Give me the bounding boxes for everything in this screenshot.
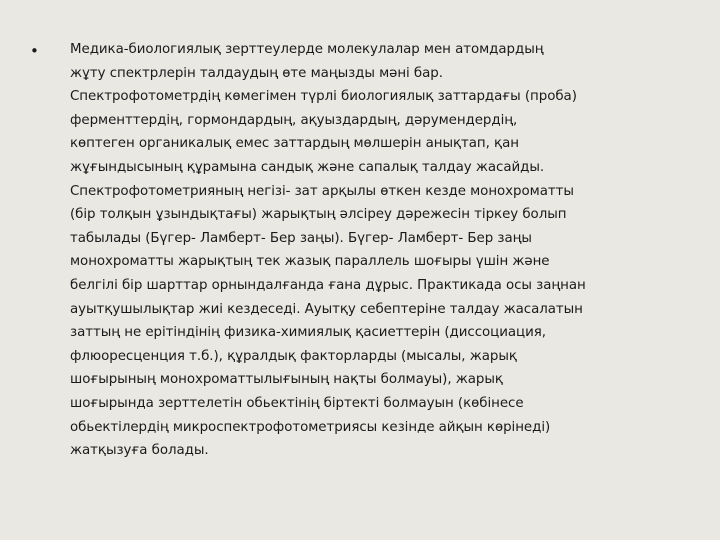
- paragraph-line: обьектілердің микроспектрофотометриясы кезінде айқын көрінеді): [70, 419, 551, 435]
- bullet-item: [30, 38, 690, 463]
- bullet-dot-icon: •: [30, 42, 39, 60]
- paragraph-line: заттың не ерітіндінің физика-химиялық қасиеттерін (диссоциация,: [70, 325, 546, 341]
- paragraph-line: Медика-биологиялық зерттеулерде молекулалар мен атомдардың: [70, 42, 544, 57]
- paragraph-line: жатқызуға болады.: [70, 443, 209, 459]
- bullet-paragraph: [70, 38, 684, 463]
- paragraph-line: ауытқушылықтар жиі кездеседі. Ауытқу себептеріне талдау жасалатын: [70, 301, 583, 317]
- paragraph-line: монохроматты жарықтың тек жазық параллель шоғыры үшін және: [70, 254, 550, 270]
- paragraph-line: шоғырының монохроматтылығының нақты болмауы), жарық: [70, 372, 503, 388]
- paragraph-line: көптеген органикалық емес заттардың мөлшерін анықтап, қан: [70, 136, 519, 152]
- paragraph-line: Спектрофотометрияның негізі- зат арқылы өткен кезде монохроматты: [70, 183, 574, 199]
- paragraph-line: флюоресценция т.б.), құралдық факторларды (мысалы, жарық: [70, 348, 517, 364]
- paragraph-line: шоғырында зерттелетін обьектінің біртекті болмауын (көбінесе: [70, 395, 524, 411]
- paragraph-line: (бір толқын ұзындықтағы) жарықтың әлсіреу дәрежесін тіркеу болып: [70, 207, 567, 223]
- paragraph-line: ферменттердің, гормондардың, ақуыздардың, дәрумендердің,: [70, 112, 518, 128]
- paragraph-line: жұғындысының құрамына сандық және сапалық талдау жасайды.: [70, 159, 545, 175]
- paragraph-line: жұту спектрлерін талдаудың өте маңызды мәні бар.: [70, 65, 443, 81]
- paragraph-line: Спектрофотометрдің көмегімен түрлі биологиялық заттардағы (проба): [70, 89, 577, 105]
- paragraph-line: белгілі бір шарттар орнындалғанда ғана дұрыс. Практикада осы заңнан: [70, 277, 586, 293]
- paragraph-line: табылады (Бүгер- Ламберт- Бер заңы). Бүгер- Ламберт- Бер заңы: [70, 230, 532, 246]
